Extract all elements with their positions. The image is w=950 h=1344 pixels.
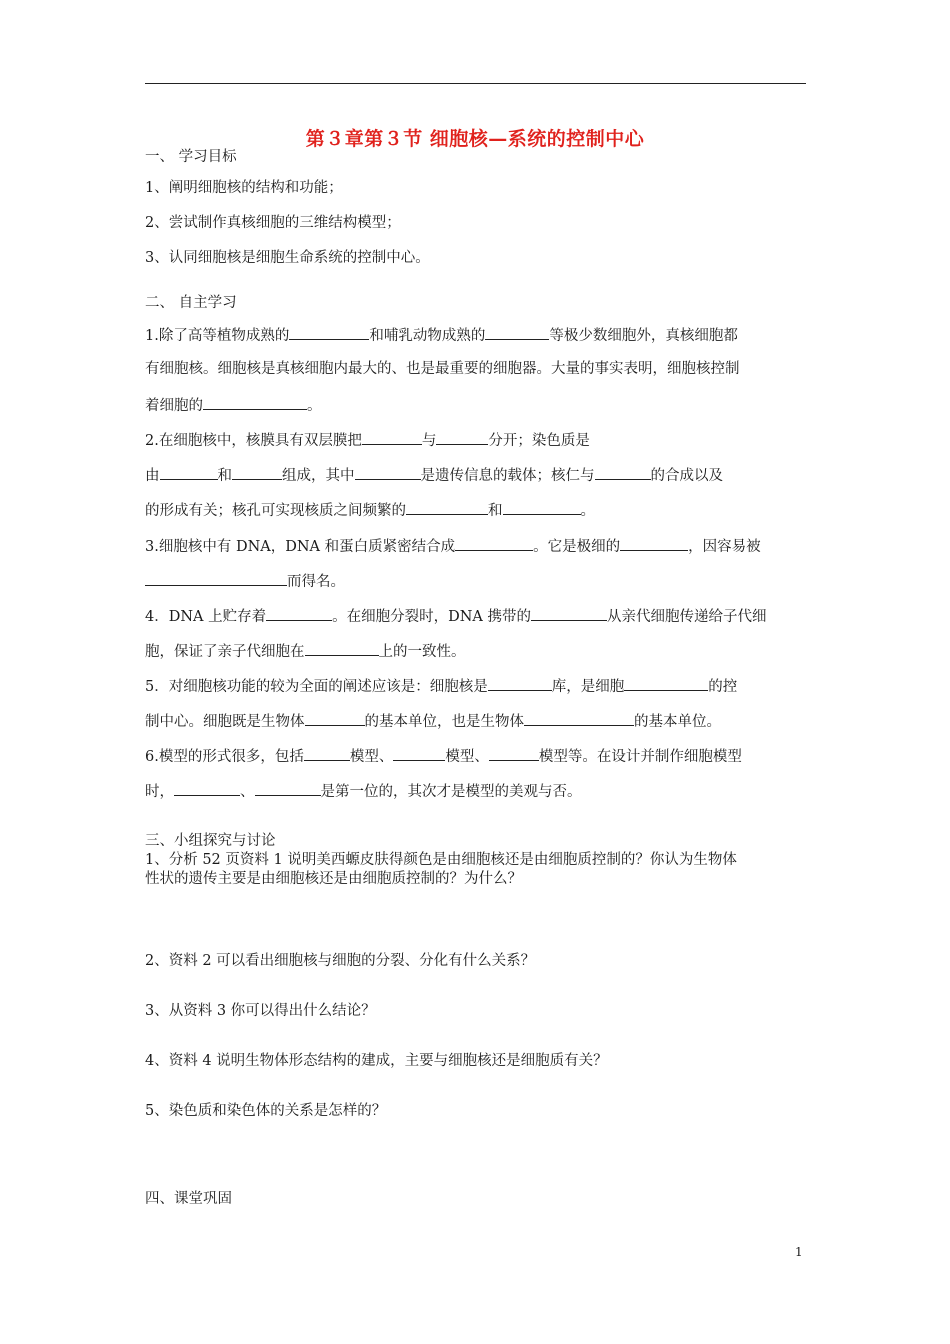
q2-text-3a: 的形成有关；核孔可实现核质之间频繁的: [145, 503, 406, 519]
blank-field[interactable]: [393, 745, 445, 761]
blank-field[interactable]: [488, 675, 552, 691]
blank-field[interactable]: [145, 570, 287, 586]
blank-field[interactable]: [455, 535, 533, 551]
question-3-line-2: [145, 570, 345, 592]
q3-text-a: 3.细胞核中有 DNA，DNA 和蛋白质紧密结合成: [145, 539, 456, 555]
q6-text-a: 6.模型的形式很多，包括: [145, 749, 304, 765]
q2-text-2e: 的合成以及: [650, 468, 723, 484]
question-1-line-2: 有细胞核。细胞核是真核细胞内最大的、也是最重要的细胞器。大量的事实表明，细胞核控制: [145, 361, 740, 377]
section3-heading: 三、小组探究与讨论: [145, 833, 276, 849]
blank-field[interactable]: [289, 324, 369, 340]
q6-text-c: 模型、: [445, 749, 489, 765]
q4-text-2a: 胞，保证了亲子代细胞在: [145, 644, 305, 660]
q6-text-d: 模型等。在设计并制作细胞模型: [538, 749, 742, 765]
q2-text-2c: 组成，其中: [282, 468, 355, 484]
objective-1: 1、阐明细胞核的结构和功能；: [145, 180, 343, 196]
q2-text-b: 与: [421, 433, 437, 449]
q1-text-3a: 着细胞的: [145, 398, 203, 414]
q2-text-3c: 。: [580, 503, 595, 519]
question-5-line-1: [145, 675, 737, 697]
q2-text-c: 分开；染色质是: [488, 433, 590, 449]
blank-field[interactable]: [203, 394, 307, 410]
question-2-line-3: [145, 499, 595, 521]
blank-field[interactable]: [620, 535, 688, 551]
question-6-line-2: [145, 780, 582, 802]
section2-heading: 二、 自主学习: [145, 295, 237, 311]
blank-field[interactable]: [624, 675, 708, 691]
q2-text-2d: 是遗传信息的载体；核仁与: [420, 468, 595, 484]
q6-text-2b: 、: [240, 784, 255, 800]
question-2-line-2: [145, 464, 723, 486]
discussion-2: 2、资料 2 可以看出细胞核与细胞的分裂、分化有什么关系？: [145, 953, 536, 969]
header-rule: [145, 83, 806, 84]
blank-field[interactable]: [305, 710, 365, 726]
blank-field[interactable]: [503, 499, 581, 515]
blank-field[interactable]: [436, 429, 488, 445]
question-4-line-2: [145, 640, 466, 662]
blank-field[interactable]: [489, 745, 539, 761]
blank-field[interactable]: [266, 605, 332, 621]
question-5-line-2: [145, 710, 721, 732]
q1-text-c: 等极少数细胞外，真核细胞都: [549, 328, 738, 344]
q5-text-a: 5．对细胞核功能的较为全面的阐述应该是：细胞核是: [145, 679, 488, 695]
section1-heading: 一、 学习目标: [145, 149, 237, 165]
q5-text-2a: 制中心。细胞既是生物体: [145, 714, 305, 730]
question-3-line-1: [145, 535, 761, 557]
blank-field[interactable]: [255, 780, 321, 796]
q5-text-b: 库，是细胞: [551, 679, 625, 695]
question-1-line-3: [145, 394, 322, 416]
blank-field[interactable]: [406, 499, 488, 515]
objective-3: 3、认同细胞核是细胞生命系统的控制中心。: [145, 250, 430, 266]
discussion-3: 3、从资料 3 你可以得出什么结论？: [145, 1003, 376, 1019]
blank-field[interactable]: [305, 640, 379, 656]
discussion-1-line-1: 1、分析 52 页资料 1 说明美西螈皮肤得颜色是由细胞核还是由细胞质控制的？你认为生物体: [145, 852, 737, 868]
blank-field[interactable]: [485, 324, 549, 340]
q1-text-b: 和哺乳动物成熟的: [369, 328, 486, 344]
section4-heading: 四、课堂巩固: [145, 1191, 232, 1207]
q6-text-2a: 时，: [145, 784, 174, 800]
q2-text-2a: 由: [145, 468, 160, 484]
discussion-4: 4、资料 4 说明生物体形态结构的建成，主要与细胞核还是细胞质有关？: [145, 1053, 608, 1069]
q5-text-2c: 的基本单位。: [634, 714, 721, 730]
q5-text-c: 的控: [708, 679, 738, 695]
page-title: 第３章第３节 细胞核—系统的控制中心: [305, 128, 645, 150]
q4-text-b: 。在细胞分裂时，DNA 携带的: [332, 609, 532, 625]
blank-field[interactable]: [160, 464, 218, 480]
q3-text-c: ，因容易被: [688, 539, 761, 555]
blank-field[interactable]: [304, 745, 350, 761]
page-number: 1: [795, 1245, 803, 1259]
q3-text-2: 而得名。: [287, 574, 345, 590]
q5-text-2b: 的基本单位，也是生物体: [364, 714, 524, 730]
question-1-line-1: [145, 324, 738, 346]
objective-2: 2、尝试制作真核细胞的三维结构模型；: [145, 215, 401, 231]
blank-field[interactable]: [355, 464, 421, 480]
q3-text-b: 。它是极细的: [533, 539, 621, 555]
q6-text-b: 模型、: [349, 749, 394, 765]
q2-text-a: 2.在细胞核中，核膜具有双层膜把: [145, 433, 362, 449]
q2-text-2b: 和: [217, 468, 232, 484]
q4-text-c: 从亲代细胞传递给子代细: [607, 609, 767, 625]
blank-field[interactable]: [531, 605, 607, 621]
question-6-line-1: [145, 745, 742, 767]
q4-text-a: 4．DNA 上贮存着: [145, 609, 267, 625]
q1-text-a: 1.除了高等植物成熟的: [145, 328, 290, 344]
q4-text-2b: 上的一致性。: [378, 644, 466, 660]
question-2-line-1: [145, 429, 590, 451]
q1-text-3b: 。: [307, 398, 322, 414]
blank-field[interactable]: [362, 429, 422, 445]
q6-text-2c: 是第一位的，其次才是模型的美观与否。: [320, 784, 582, 800]
blank-field[interactable]: [232, 464, 282, 480]
blank-field[interactable]: [524, 710, 634, 726]
blank-field[interactable]: [595, 464, 651, 480]
q2-text-3b: 和: [488, 503, 503, 519]
discussion-1-line-2: 性状的遗传主要是由细胞核还是由细胞质控制的？为什么？: [145, 871, 522, 887]
question-4-line-1: [145, 605, 767, 627]
discussion-5: 5、染色质和染色体的关系是怎样的？: [145, 1103, 387, 1119]
blank-field[interactable]: [174, 780, 240, 796]
